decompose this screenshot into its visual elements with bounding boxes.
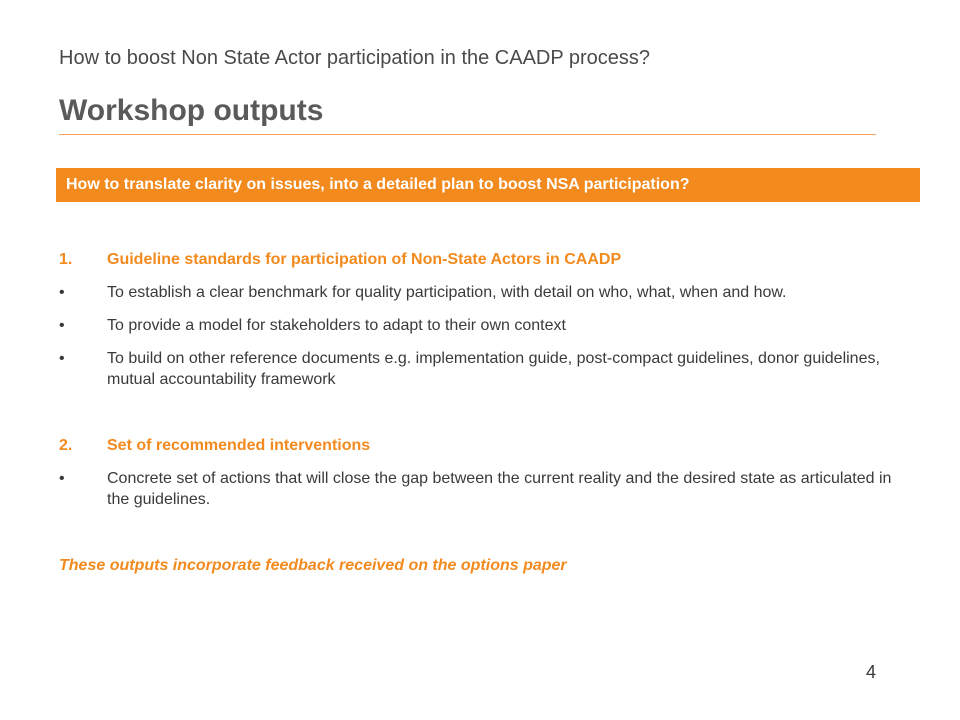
list-item — [59, 468, 899, 510]
page-number: 4 — [866, 662, 877, 682]
section-heading-text: Guideline standards for participation of Non-State Actors in CAADP — [107, 251, 622, 268]
section-heading-text: Set of recommended interventions — [107, 437, 371, 454]
title-divider — [59, 134, 876, 135]
list-item — [59, 315, 899, 336]
bullet-icon: • — [59, 350, 65, 367]
list-item-text: Concrete set of actions that will close the gap between the current reality and the desired state as articulated in the guidelines. — [107, 470, 892, 508]
section-number: 1. — [59, 251, 73, 268]
list-item-text: To build on other reference documents e.g. implementation guide, post-compact guidelines, donor guidelines, mutual accountability framework — [107, 350, 880, 388]
slide-subtitle: How to boost Non State Actor participation in the CAADP process? — [59, 47, 651, 69]
section-heading-2 — [59, 435, 899, 456]
question-banner: How to translate clarity on issues, into a detailed plan to boost NSA participation? — [56, 168, 920, 202]
slide-content — [59, 249, 899, 576]
list-item-text: To establish a clear benchmark for quality participation, with detail on who, what, when and how. — [107, 284, 787, 301]
bullet-icon: • — [59, 470, 65, 487]
closing-note: These outputs incorporate feedback received on the options paper — [59, 557, 567, 574]
section-spacer — [59, 510, 899, 555]
section-heading-1 — [59, 249, 899, 270]
section-number: 2. — [59, 437, 73, 454]
section-spacer — [59, 390, 899, 435]
list-item — [59, 348, 899, 390]
bullet-icon: • — [59, 284, 65, 301]
slide-title: Workshop outputs — [59, 94, 324, 127]
list-item-text: To provide a model for stakeholders to adapt to their own context — [107, 317, 566, 334]
bullet-icon: • — [59, 317, 65, 334]
list-item — [59, 282, 899, 303]
